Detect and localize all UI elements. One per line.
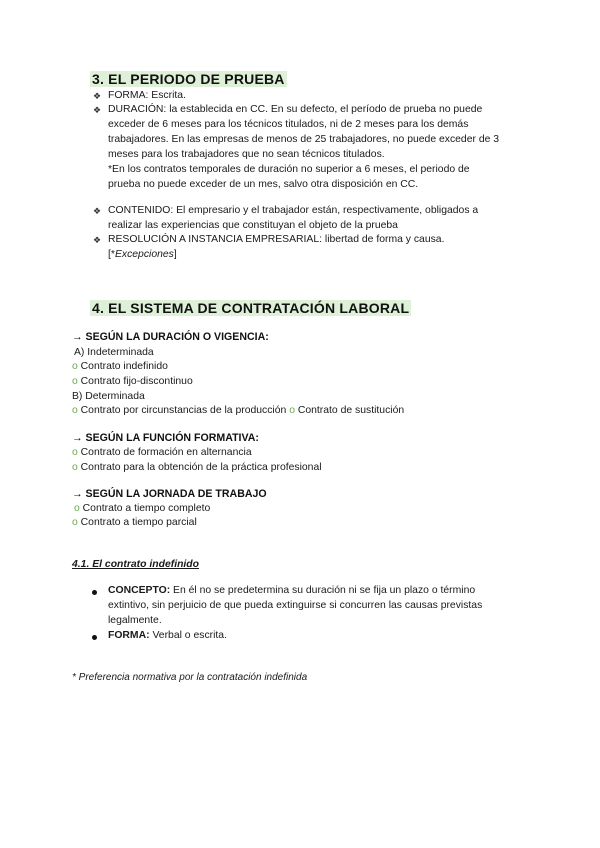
forma-text: FORMA: Escrita.	[108, 90, 186, 101]
duracion-line-6: prueba no puede exceder de un mes, salvo otra disposición en CC.	[108, 179, 419, 190]
excepciones-note: [*Excepciones]	[108, 249, 177, 260]
duracion-line-3: trabajadores. En las empresas de menos de 25 trabajadores, no puede exceder de 3	[108, 134, 500, 145]
list-item: o Contrato fijo-discontinuo	[72, 376, 193, 387]
section-4-1-title: 4.1. El contrato indefinido	[72, 559, 200, 570]
contenido-line-2: realizar las experiencias que constituyan el objeto de la prueba	[108, 220, 398, 231]
diamond-bullet-icon: ❖	[93, 206, 102, 216]
duracion-heading: → SEGÚN LA DURACIÓN O VIGENCIA:	[72, 331, 269, 343]
indeterminada-label: A) Indeterminada	[74, 347, 154, 358]
resolucion-text: RESOLUCIÓN A INSTANCIA EMPRESARIAL: libertad de forma y causa.	[108, 234, 445, 245]
section-4-title: EL SISTEMA DE CONTRATACIÓN LABORAL	[108, 300, 410, 316]
bullet-icon	[92, 590, 97, 595]
footnote: * Preferencia normativa por la contratación indefinida	[72, 672, 308, 683]
jornada-heading: → SEGÚN LA JORNADA DE TRABAJO	[72, 488, 267, 500]
duracion-line-5: *En los contratos temporales de duración no superior a 6 meses, el periodo de	[108, 164, 470, 175]
concepto-line-3: legalmente.	[108, 615, 162, 626]
funcion-heading: → SEGÚN LA FUNCIÓN FORMATIVA:	[72, 432, 259, 444]
diamond-bullet-icon: ❖	[93, 235, 102, 245]
section-3-heading	[90, 71, 287, 87]
section-3-title: EL PERIODO DE PRUEBA	[108, 71, 285, 87]
list-item: o Contrato indefinido	[72, 361, 168, 372]
diamond-bullet-icon: ❖	[93, 91, 102, 101]
duracion-line-4: meses para los trabajadores que no sean técnicos titulados.	[108, 149, 385, 160]
section-4-number: 4.	[92, 300, 105, 316]
section-3-number: 3.	[92, 71, 105, 87]
list-item: o Contrato por circunstancias de la producción o Contrato de sustitución	[72, 405, 405, 416]
diamond-bullet-icon: ❖	[93, 105, 102, 115]
concepto-line-1: CONCEPTO: En él no se predetermina su duración ni se fija un plazo o término	[108, 585, 476, 596]
duracion-line-1: DURACIÓN: la establecida en CC. En su defecto, el período de prueba no puede	[108, 104, 483, 115]
bullet-icon	[92, 635, 97, 640]
determinada-label: B) Determinada	[72, 391, 145, 402]
contenido-line-1: CONTENIDO: El empresario y el trabajador están, respectivamente, obligados a	[108, 205, 479, 216]
list-item: o Contrato de formación en alternancia	[72, 447, 252, 458]
section-4-heading	[90, 300, 411, 316]
list-item: o Contrato a tiempo completo	[74, 503, 211, 514]
list-item: o Contrato para la obtención de la práctica profesional	[72, 462, 322, 473]
forma-line: FORMA: Verbal o escrita.	[108, 630, 227, 641]
duracion-line-2: exceder de 6 meses para los técnicos titulados, ni de 2 meses para los demás	[108, 119, 469, 130]
list-item: o Contrato a tiempo parcial	[72, 517, 197, 528]
concepto-line-2: extintivo, sin perjuicio de que pueda extinguirse si concurren las causas previstas	[108, 600, 483, 611]
